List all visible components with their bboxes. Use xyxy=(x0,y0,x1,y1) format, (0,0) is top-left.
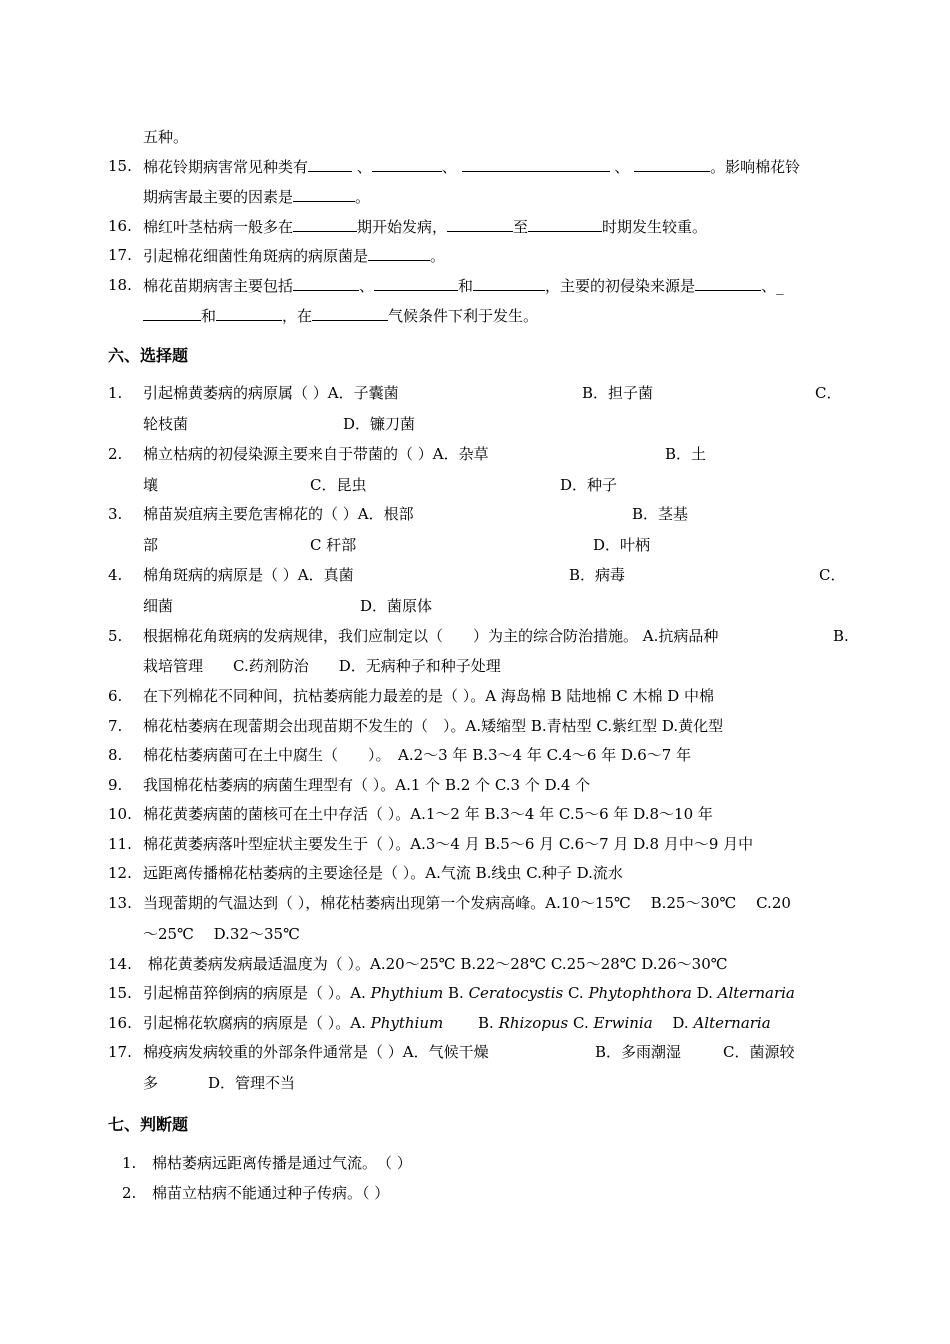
question-text xyxy=(143,983,795,1003)
question-number: 9. xyxy=(108,776,123,794)
text-line: 五种。 xyxy=(143,128,189,146)
question-text: 和 xyxy=(201,307,217,325)
option-d: D．种子 xyxy=(560,476,618,494)
question-text: 棉花铃期病害常见种类有 xyxy=(143,158,309,176)
punct: 、_ xyxy=(761,277,784,295)
option-b: B．担子菌 xyxy=(582,384,654,402)
question-text: 气候条件下利于发生。 xyxy=(388,307,539,325)
question-number: 8. xyxy=(108,746,123,764)
question-number: 4. xyxy=(108,566,123,584)
question-text: 棉花黄萎病发病最适温度为（ ）。A.20～25℃ B.22～28℃ C.25～28℃ D.26～30℃ xyxy=(143,955,728,973)
question-18-fill xyxy=(143,275,784,296)
question-text: 引起棉花细菌性角斑病的病原菌是 xyxy=(143,247,369,265)
question-text-cont: ～25℃ D.32～35℃ xyxy=(143,925,300,943)
question-stem: 棉立枯病的初侵染源主要来自于带菌的（ ）A．杂草 xyxy=(143,445,489,463)
option-label: C. xyxy=(568,1014,594,1032)
question-text: 棉花苗期病害主要包括 xyxy=(143,277,294,295)
question-text: 棉花黄萎病菌的菌核可在土中存活（ ）。A.1～2 年 B.3～4 年 C.5～6 年 D.8～10 年 xyxy=(143,805,713,823)
question-15-fill-cont xyxy=(143,186,370,207)
question-text: 棉花黄萎病落叶型症状主要发生于（ ）。A.3～4 月 B.5～6 月 C.6～7 月 D.8 月中～9 月中 xyxy=(143,835,754,853)
question-number: 6. xyxy=(108,687,123,705)
question-15-fill xyxy=(143,156,800,177)
question-number: 11. xyxy=(108,835,132,853)
question-number: 7. xyxy=(108,717,123,735)
option-label: B. xyxy=(443,1014,499,1032)
punct: 、 xyxy=(441,158,462,176)
question-text: 在下列棉花不同种间，抗枯萎病能力最差的是（ ）。A 海岛棉 B 陆地棉 C 木棉 D 中棉 xyxy=(143,687,715,705)
question-stem: 引起棉黄萎病的病原属（ ）A．子囊菌 xyxy=(143,384,399,402)
question-18-fill-cont xyxy=(143,305,538,326)
punct: 、 xyxy=(609,158,635,176)
question-number: 16. xyxy=(108,217,132,235)
question-number: 2. xyxy=(122,1184,137,1202)
question-text: 我国棉花枯萎病的病菌生理型有（ ）。A.1 个 B.2 个 C.3 个 D.4 个 xyxy=(143,776,591,794)
option-d-genus: Alternaria xyxy=(717,984,795,1002)
option-d: D．菌原体 xyxy=(360,597,433,615)
blank xyxy=(447,216,513,232)
blank xyxy=(143,305,201,321)
option-b-genus: Ceratocystis xyxy=(468,984,564,1002)
blank xyxy=(528,216,602,232)
option-c-genus: Erwinia xyxy=(593,1014,653,1032)
question-text: 期开始发病， xyxy=(357,218,448,236)
question-16-fill xyxy=(143,216,707,237)
question-text: 远距离传播棉花枯萎病的主要途径是（ ）。A.气流 B.线虫 C.种子 D.流水 xyxy=(143,864,623,882)
question-text xyxy=(143,1013,771,1033)
question-number: 5. xyxy=(108,627,123,645)
option-c: C．菌源较 xyxy=(723,1043,795,1061)
question-text: 棉花枯萎病菌可在土中腐生（ ）。 A.2～3 年 B.3～4 年 C.4～6 年 D.6～7 年 xyxy=(143,746,692,764)
question-number: 13. xyxy=(108,894,132,912)
option-b-text: 部 xyxy=(143,536,159,554)
option-c: C 秆部 xyxy=(310,536,357,554)
blank xyxy=(293,275,359,291)
option-b: B．茎基 xyxy=(632,505,689,523)
option-label: B. xyxy=(443,984,469,1002)
question-number: 17. xyxy=(108,246,132,264)
punct: 、 xyxy=(352,158,372,176)
blank xyxy=(308,156,352,172)
option-a-genus: Phythium xyxy=(370,1014,444,1032)
option-d: D．镰刀菌 xyxy=(343,415,416,433)
question-text: 棉花枯萎病在现蕾期会出现苗期不发生的（ ）。A.矮缩型 B.青枯型 C.紫红型 D.黄化型 xyxy=(143,717,724,735)
option-b: B．土 xyxy=(665,445,707,463)
option-label: C. xyxy=(563,984,589,1002)
blank xyxy=(462,156,610,172)
question-stem: 棉疫病发病较重的外部条件通常是（ ）A．气候干燥 xyxy=(143,1043,489,1061)
blank xyxy=(374,275,458,291)
option-c-text: 细菌 xyxy=(143,597,174,615)
question-number: 12. xyxy=(108,864,132,882)
question-stem: 引起棉花软腐病的病原是（ ）。A. xyxy=(143,1014,371,1032)
question-stem: 棉角斑病的病原是（ ）A．真菌 xyxy=(143,566,354,584)
blank xyxy=(634,156,710,172)
blank xyxy=(473,275,545,291)
blank xyxy=(293,186,355,202)
question-text: 期病害最主要的因素是 xyxy=(143,188,294,206)
question-text: 。影响棉花铃 xyxy=(710,158,801,176)
question-stem: 根据棉花角斑病的发病规律，我们应制定以（ ）为主的综合防治措施。 A.抗病品种 xyxy=(143,627,719,645)
question-text: ，主要的初侵染来源是 xyxy=(545,277,696,295)
blank xyxy=(312,305,388,321)
option-c-text: 轮枝菌 xyxy=(143,415,189,433)
question-text: 棉红叶茎枯病一般多在 xyxy=(143,218,294,236)
option-d: D．叶柄 xyxy=(593,536,651,554)
option-label: D. xyxy=(652,1014,694,1032)
punct: 。 xyxy=(430,247,446,265)
blank xyxy=(293,216,357,232)
punct: 。 xyxy=(355,188,371,206)
question-text: 至 xyxy=(513,218,529,236)
option-d-genus: Alternaria xyxy=(693,1014,771,1032)
question-text: 时期发生较重。 xyxy=(602,218,708,236)
question-options: 栽培管理 C.药剂防治 D．无病种子和种子处理 xyxy=(143,657,501,675)
option-d: D．管理不当 xyxy=(208,1074,296,1092)
option-c: C．昆虫 xyxy=(310,476,367,494)
question-number: 1. xyxy=(108,384,123,402)
question-number: 2. xyxy=(108,445,123,463)
question-number: 15. xyxy=(108,157,132,175)
option-b: B. xyxy=(833,627,849,645)
question-text: 当现蕾期的气温达到（ ），棉花枯萎病出现第一个发病高峰。A.10～15℃ B.25～30℃ C.20 xyxy=(143,894,791,912)
option-b: B．病毒 xyxy=(569,566,626,584)
option-b-genus: Rhizopus xyxy=(498,1014,569,1032)
blank xyxy=(368,245,430,261)
question-number: 17. xyxy=(108,1043,132,1061)
question-number: 1. xyxy=(122,1154,137,1172)
question-text: 棉枯萎病远距离传播是通过气流。 （ ） xyxy=(152,1154,412,1172)
question-stem: 棉苗炭疽病主要危害棉花的（ ）A．根部 xyxy=(143,505,414,523)
question-number: 18. xyxy=(108,276,132,294)
question-text: 棉苗立枯病不能通过种子传病。（ ） xyxy=(152,1184,390,1202)
option-c-text: 多 xyxy=(143,1074,159,1092)
question-number: 10. xyxy=(108,805,132,823)
punct: 、 xyxy=(359,277,375,295)
question-number: 16. xyxy=(108,1014,132,1032)
question-text: ，在 xyxy=(282,307,313,325)
option-c-genus: Phytophthora xyxy=(588,984,692,1002)
question-17-fill xyxy=(143,245,445,266)
section-6-title: 六、选择题 xyxy=(108,346,189,365)
option-c: C． xyxy=(815,384,842,402)
section-7-title: 七、判断题 xyxy=(108,1115,189,1134)
question-number: 15. xyxy=(108,984,132,1002)
question-text: 和 xyxy=(458,277,474,295)
blank xyxy=(695,275,761,291)
question-number: 14. xyxy=(108,955,132,973)
option-c: C． xyxy=(819,566,846,584)
question-number: 3. xyxy=(108,505,123,523)
option-label: D. xyxy=(691,984,718,1002)
option-a-genus: Phythium xyxy=(370,984,444,1002)
blank xyxy=(216,305,282,321)
blank xyxy=(372,156,442,172)
option-b: B．多雨潮湿 xyxy=(595,1043,682,1061)
question-stem: 引起棉苗猝倒病的病原是（ ）。A. xyxy=(143,984,371,1002)
option-b-text: 壤 xyxy=(143,476,159,494)
